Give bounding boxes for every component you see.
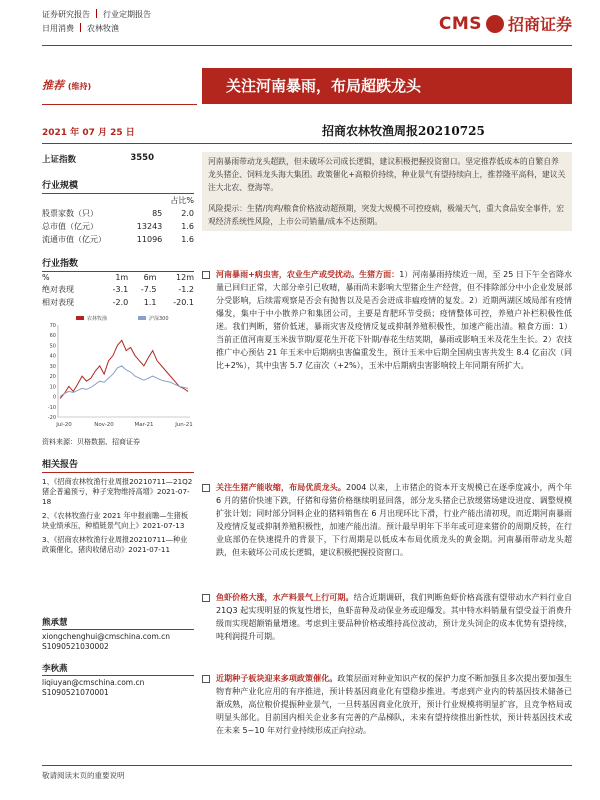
analyst-email[interactable]: liqiuyan@cmschina.com.cn [42,678,145,687]
analyst-1 [42,618,194,652]
report-type-label: 行业定期报告 [103,10,151,19]
footer-divider [42,765,572,766]
company-logo [439,12,572,35]
legend-label: 农林牧渔 [87,316,108,322]
y-tick-label: 10 [49,384,56,391]
y-tick-label: -20 [47,415,56,421]
bullet-head: 近期种子板块迎来多项政策催化。 [216,674,338,683]
bullet-body: 2004 以来，上市猪企的资本开支规模已在逐季度减小，两个年 6 月的猪价快速下跌，仔猪和母猪价格继续明显回落，部分龙头猪企已放缓猪场建设进度、调整规模扩张计划；同时部分饲料企业的猪料销售在 6 月出现环比下滑，行业产能出清初现，而近期河南暴雨及疫情反复或抑制养殖积极性，加速产能出清。预计最早明年下半年或可迎来猪价的周期反转，在行业底部仍在快速提升的背景下，下行周期是以低成本布局优质龙头的黄金期。河南暴雨带动龙头超跌，但未破坏公司成长逻辑，建议积极把握投资窗口。 [216,483,573,557]
y-tick-label: 50 [49,343,56,350]
chart-source: 资料来源：贝格数据、招商证券 [42,438,140,446]
banner-title: 关注河南暴雨，布局超跌龙头 [202,68,572,104]
logo-circle-icon [486,15,504,33]
rating-divider [42,104,197,105]
index-chart [42,313,194,435]
x-tick-label: Nov-20 [94,422,114,428]
analyst-id: S1090521070001 [42,688,109,697]
scale-table [42,194,194,246]
bullet-body: 1）河南暴雨持续近一周，至 25 日下午全省降水量已回归正常，大部分牵引已收晴，暴雨尚未影响大型猪企生产经营，但不排除部分中小企业发展部分受影响，后续需观察是否会有抛售以及是否会迸成非瘟疫情的复发。2）近期两湖区域局部有疫情爆发，集中于中小散养户和集团公司，主要是育肥环节受损；疫情整体可控，养殖户补栏积极性低迷。我们判断，猪价低迷，暴雨灾害及疫情反复或抑制养殖积极性，加速产能出清。粮食方面：1）当前正值河南夏玉米拔节期/夏花生开花下针期/春花生结荚期，暴雨或影响玉米及花生生长。2）农技推广中心预估 21 年玉米中后期病虫害偏重发生，预计玉米中后期全国病虫害共发生 8.4 亿亩次（同比+2%），其中虫害 5.7 亿亩次（+2%），玉米中后期病虫害影响较上年同期有所扩大。 [216,270,573,370]
related-report-1[interactable]: 1、《招商农林牧渔行业周报20210711—21Q2 猪企普遍预亏，种子宠物维持高增》2021-07-18 [42,477,193,506]
legend-swatch [76,316,84,320]
bullet-head: 鱼虾价格大涨，水产料景气上行可期。 [216,593,354,602]
bullet-head: 河南暴雨+病虫害，农业生产或受扰动。生猪方面： [216,270,400,279]
legend-label: 沪深300 [149,316,169,322]
risk-paragraph: 风险提示：生猪/肉鸡/粮食价格波动超预期，突发大规模不可控疫病，极端天气，重大食品安全事件，宏观经济系统性风险，上市公司销量/成本不达预期。 [208,204,565,226]
y-tick-label: 30 [49,363,56,370]
summary-paragraph: 河南暴雨带动龙头超跌，但未破坏公司成长逻辑，建议积极把握投资窗口。坚定推荐低成本的自繁自养龙头猪企、饲料龙头海大集团。政策催化+高粮价持续，种业景气有望持续向上，推荐隆平高科，建议关注大北农、登海等。 [208,157,566,192]
bullet-2 [202,481,572,559]
bullet-head: 关注生猪产能收缩，布局优质龙头。 [216,483,346,492]
x-tick-label: Jun-21 [175,422,193,428]
table-row: 总市值（亿元） 13243 1.6 [42,222,194,231]
report-date: 2021 年 07 月 25 日 [42,128,135,138]
rating [42,77,91,93]
related-report-2[interactable]: 2、《农林牧渔行业 2021 年中报前瞻—生猪板块业绩承压，种植链景气向上》2021-07-13 [42,511,189,530]
logo-cn: 招商证券 [507,15,572,34]
perf-title: 行业指数 [42,256,194,272]
report-category [42,8,151,36]
header-divider [42,45,572,46]
report-title: 招商农林牧渔周报20210725 [322,124,485,138]
analyst-id: S1090521030002 [42,642,109,651]
analyst-name: 熊承慧 [42,618,194,630]
analyst-name: 李秋燕 [42,664,194,676]
y-tick-label: 40 [49,353,56,360]
table-row: 股票家数（只） 85 2.0 [42,209,194,218]
rating-sub: (维持) [67,82,92,91]
sector-label: 日用消费 [42,24,74,33]
y-tick-label: 20 [49,374,56,381]
legend-swatch [138,316,146,320]
y-tick-label: 60 [49,333,56,340]
bullet-1 [202,268,572,372]
sidebar [42,150,194,555]
scale-title: 行业规模 [42,178,194,194]
table-row: 绝对表现 -3.1 -7.5 -1.2 [42,285,194,294]
bullet-body: 结合近期调研，我们判断鱼虾价格高涨有望带动水产料行业自 21Q3 起实现明显的恢复性增长，鱼虾苗种及动保业务或迎爆发。其中特水料销量有望受益于消费升级而实现超额销量增速。考虑到主要品种价格或维持高位波动，预计龙头饲企的成本优势有望持续，吨利润提升可期。 [216,593,573,641]
bullet-3 [202,591,572,643]
analyst-2 [42,664,194,698]
x-tick-label: Jul-20 [56,422,72,428]
index-chart-svg [42,313,194,433]
scale-unit: 占比% [170,196,194,205]
index-value: 3550 [130,153,154,163]
summary-box [202,152,572,231]
footer-note: 敬请阅读末页的重要说明 [42,771,125,780]
index-row [42,150,194,168]
y-tick-label: 0 [52,394,56,401]
related-report-3[interactable]: 3、《招商农林牧渔行业周报20210711—种业政策催化，猪肉收储启动》2021-07-11 [42,535,188,554]
index-label: 上证指数 [42,155,77,165]
analyst-email[interactable]: xiongchenghui@cmschina.com.cn [42,632,171,641]
x-tick-label: Mar-21 [134,422,154,428]
industry-label: 农林牧渔 [87,24,119,33]
table-row: 流通市值（亿元） 11096 1.6 [42,235,194,244]
related-title: 相关报告 [42,457,194,473]
logo-en: CMS [438,13,482,34]
y-tick-label: 70 [49,323,56,329]
bullet-4 [202,672,572,737]
table-row: 相对表现 -2.0 1.1 -20.1 [42,298,194,307]
category-label: 证券研究报告 [42,10,90,19]
perf-table: % 1m 6m 12m 绝对表现 -3.1 -7.5 -1.2 相对表现 -2.0 1.1 -20.1 [42,273,194,307]
bullet-body: 政策层面对种业知识产权的保护力度不断加强且多次提出要加强生物育种产业化应用的有序推进，预计转基因商业化有望稳步推进。考虑到产业内的转基因技术储备已渐成熟，高位粮价提振种业景气，一旦转基因商业化放开，预计行业规模将明显扩容，且竞争格局或明显头部化。目前国内相关企业多有完善的产品梯队，未来有望持续推出新性状，预计转基因技术或在未来 5~10 年对行业持续形成正向拉动。 [216,674,573,735]
rating-label: 推荐 [42,79,64,92]
y-tick-label: -10 [47,404,56,411]
date-divider [42,143,572,144]
